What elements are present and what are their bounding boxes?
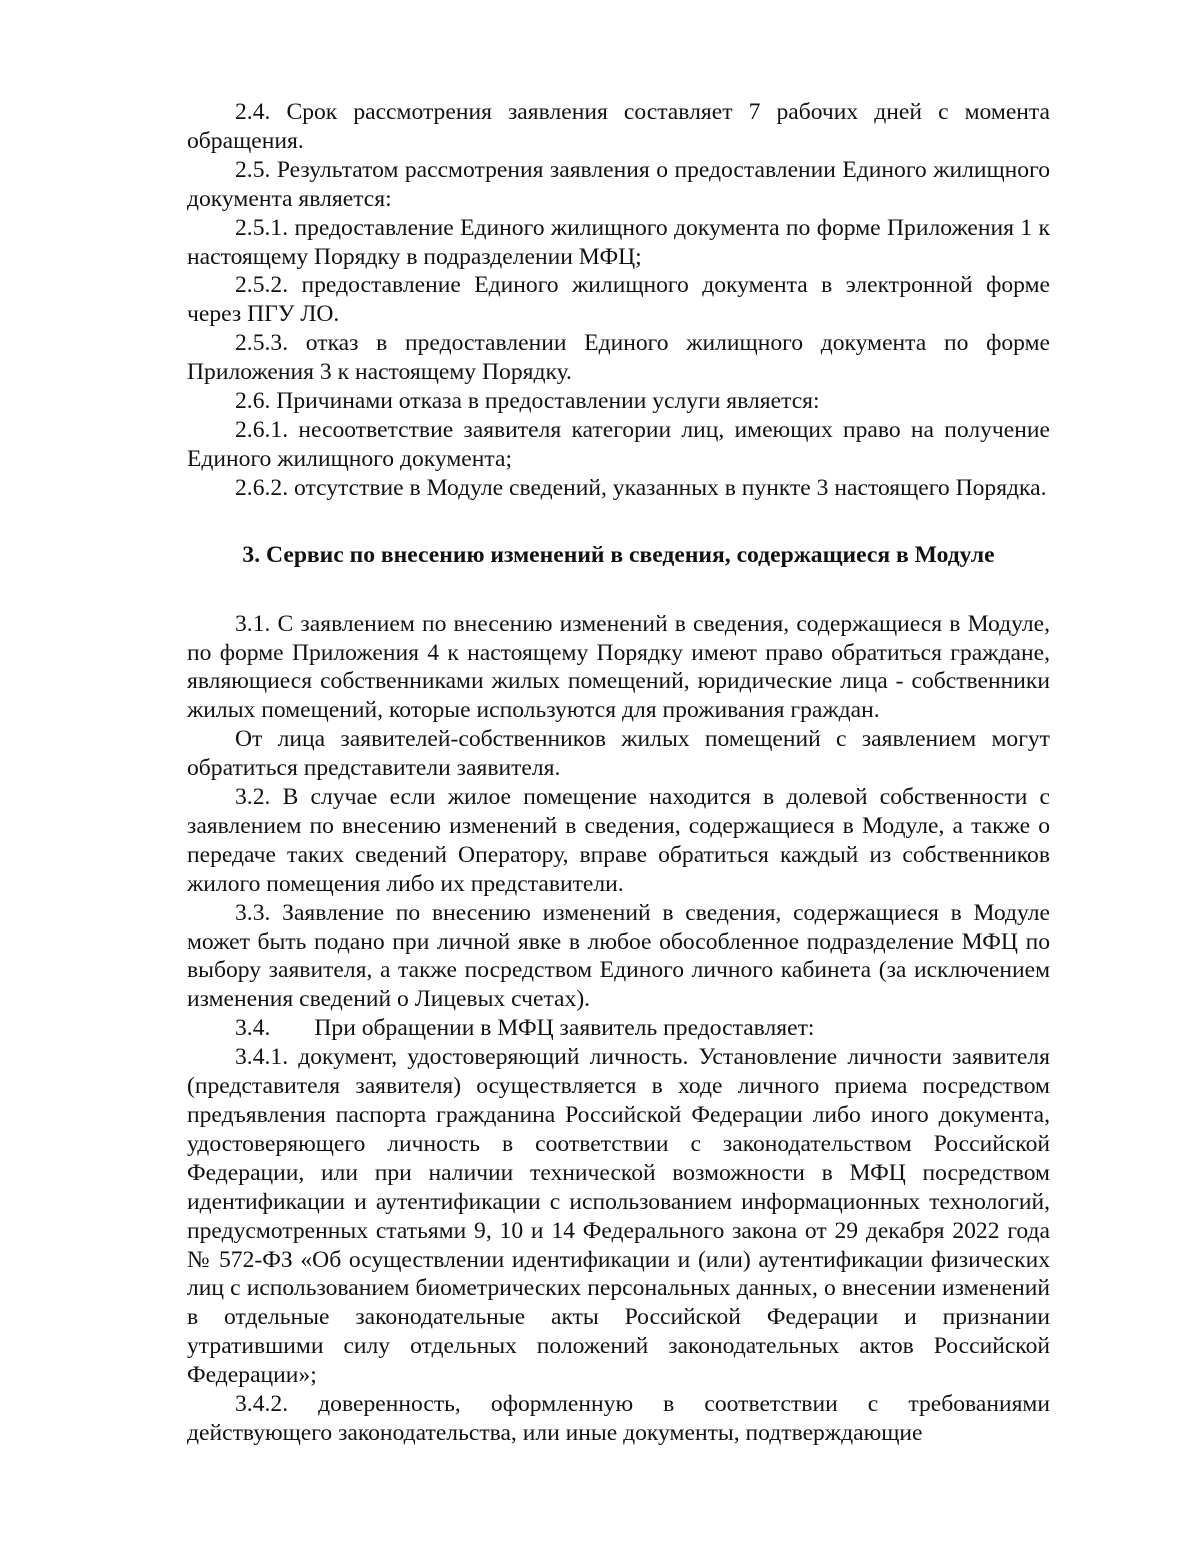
paragraph-3-1: 3.1. С заявлением по внесению изменений в сведения, содержащиеся в Модуле, по форме Приложения 4 к настоящему Порядку имеют право обратиться граждане, являющиеся собственниками жилых помещений, юридические лица - собственники жилых помещений, которые используются для проживания граждан.: [187, 610, 1050, 724]
paragraph-2-6-2: 2.6.2. отсутствие в Модуле сведений, указанных в пункте 3 настоящего Порядка.: [235, 474, 1047, 501]
paragraph-3-3: 3.3. Заявление по внесению изменений в сведения, содержащиеся в Модуле может быть подано при личной явке в любое обособленное подразделение МФЦ по выбору заявителя, а также посредством Единого личного кабинета (за исключением изменения сведений о Лицевых счетах).: [187, 899, 1050, 1013]
section-2-paragraphs: [187, 98, 1050, 503]
paragraph-2-5: 2.5. Результатом рассмотрения заявления о предоставлении Единого жилищного документа является:: [187, 156, 1050, 212]
paragraph-2-5-2: 2.5.2. предоставление Единого жилищного документа в электронной форме через ПГУ ЛО.: [187, 272, 1050, 328]
paragraph-3-4-2: 3.4.2. доверенность, оформленную в соответствии с требованиями действующего законодательства, или иные документы, подтверждающие: [187, 1391, 1050, 1446]
paragraph-2-6-1: 2.6.1. несоответствие заявителя категории лиц, имеющих право на получение Единого жилищного документа;: [187, 416, 1050, 472]
paragraph-2-5-1: 2.5.1. предоставление Единого жилищного документа по форме Приложения 1 к настоящему Порядку в подразделении МФЦ;: [187, 214, 1050, 270]
section-3-paragraphs: [187, 610, 1050, 1448]
paragraph-3-4-number: 3.4.: [235, 1015, 271, 1042]
paragraph-3-2: 3.2. В случае если жилое помещение находится в долевой собственности с заявлением по внесению изменений в сведения, содержащиеся в Модуле, а также о передаче таких сведений Оператору, вправе обратиться каждый из собственников жилого помещения либо их представители.: [187, 784, 1050, 897]
paragraph-3-4-text: При обращении в МФЦ заявитель предоставляет:: [314, 1015, 815, 1042]
paragraph-2-6: 2.6. Причинами отказа в предоставлении услуги является:: [235, 388, 820, 415]
document-page: [187, 98, 1050, 1448]
paragraph-3-4: [187, 1014, 1050, 1043]
paragraph-3-1-representatives: От лица заявителей-собственников жилых помещений с заявлением могут обратиться представители заявителя.: [187, 726, 1050, 782]
paragraph-3-4-1: 3.4.1. документ, удостоверяющий личность. Установление личности заявителя (представителя заявителя) осуществляется в ходе личного приема посредством предъявления паспорта гражданина Российской Федерации либо иного документа, удостоверяющего личность в соответствии с законодательством Российской Федерации, или при наличии технической возможности в МФЦ посредством идентификации и аутентификации с использованием информационных технологий, предусмотренных статьями 9, 10 и 14 Федерального закона от 29 декабря 2022 года № 572-ФЗ «Об осуществлении идентификации и (или) аутентификации физических лиц с использованием биометрических персональных данных, о внесении изменений в отдельные законодательные акты Российской Федерации и признании утратившими силу отдельных положений законодательных актов Российской Федерации»;: [187, 1044, 1050, 1389]
paragraph-2-5-3: 2.5.3. отказ в предоставлении Единого жилищного документа по форме Приложения 3 к настоящему Порядку.: [187, 330, 1050, 386]
section-3-heading: 3. Сервис по внесению изменений в сведения, содержащиеся в Модуле: [242, 541, 995, 568]
paragraph-2-4: 2.4. Срок рассмотрения заявления составляет 7 рабочих дней с момента обращения.: [187, 99, 1050, 154]
